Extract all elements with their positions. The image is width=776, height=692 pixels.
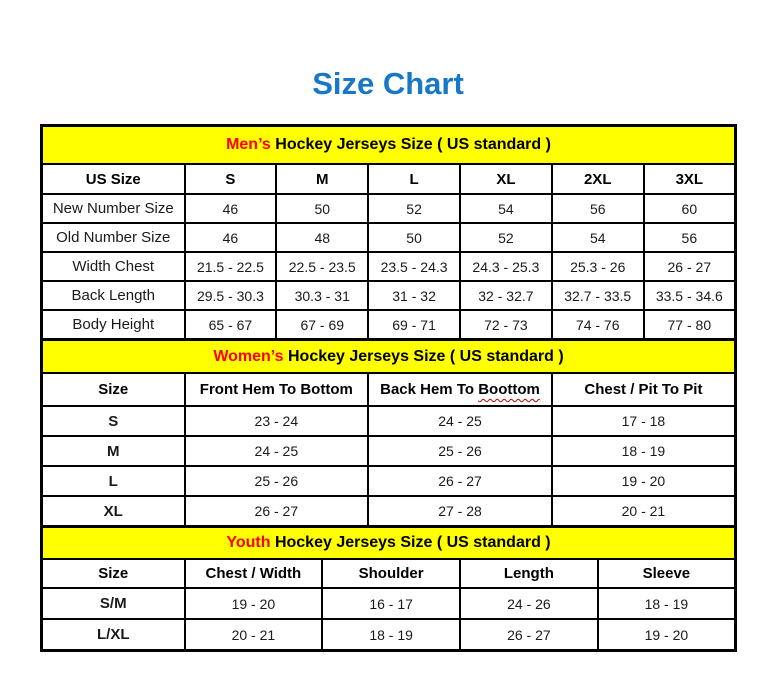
size-value: 27 - 28	[368, 496, 552, 527]
table-row	[42, 281, 736, 310]
size-value: 18 - 19	[322, 619, 460, 651]
size-value: 74 - 76	[552, 310, 644, 340]
row-label: M	[42, 436, 185, 466]
column-header-text: Back Hem To	[380, 381, 479, 398]
size-value: 26 - 27	[460, 619, 598, 651]
size-value: 25.3 - 26	[552, 252, 644, 281]
size-value: 77 - 80	[644, 310, 736, 340]
row-label: S	[42, 406, 185, 436]
size-value: 17 - 18	[552, 406, 736, 436]
table-row	[42, 496, 736, 527]
column-header-row	[42, 164, 736, 194]
size-value: 18 - 19	[598, 588, 736, 619]
column-header: 3XL	[644, 164, 736, 194]
mens-band-highlight: Men’s	[226, 136, 271, 153]
size-value: 26 - 27	[368, 466, 552, 496]
column-header: M	[276, 164, 368, 194]
size-value: 18 - 19	[552, 436, 736, 466]
column-header: 2XL	[552, 164, 644, 194]
mens-size-table	[40, 124, 737, 341]
row-label: New Number Size	[42, 194, 185, 223]
table-row	[42, 310, 736, 340]
mens-band-text: Hockey Jerseys Size ( US standard )	[270, 136, 551, 153]
womens-section-band	[42, 340, 736, 374]
size-value: 32 - 32.7	[460, 281, 552, 310]
column-header: S	[185, 164, 277, 194]
size-value: 22.5 - 23.5	[276, 252, 368, 281]
size-value: 31 - 32	[368, 281, 460, 310]
size-value: 29.5 - 30.3	[185, 281, 277, 310]
size-value: 24 - 25	[185, 436, 369, 466]
size-value: 33.5 - 34.6	[644, 281, 736, 310]
table-row	[42, 223, 736, 252]
size-value: 67 - 69	[276, 310, 368, 340]
column-header: Chest / Width	[185, 559, 323, 588]
size-value: 52	[368, 194, 460, 223]
size-value: 50	[276, 194, 368, 223]
size-value: 16 - 17	[322, 588, 460, 619]
section-band-row	[42, 340, 736, 374]
row-label: L/XL	[42, 619, 185, 651]
size-value: 24 - 25	[368, 406, 552, 436]
youth-band-highlight: Youth	[226, 534, 271, 551]
table-row	[42, 466, 736, 496]
table-row	[42, 194, 736, 223]
column-header: Length	[460, 559, 598, 588]
size-value: 25 - 26	[185, 466, 369, 496]
womens-band-text: Hockey Jerseys Size ( US standard )	[283, 347, 564, 365]
column-header-row	[42, 559, 736, 588]
size-value: 21.5 - 22.5	[185, 252, 277, 281]
column-header: Front Hem To Bottom	[185, 373, 369, 406]
column-header	[368, 373, 552, 406]
size-value: 56	[552, 194, 644, 223]
size-value: 52	[460, 223, 552, 252]
table-row	[42, 252, 736, 281]
size-value: 24.3 - 25.3	[460, 252, 552, 281]
table-row	[42, 436, 736, 466]
youth-size-table	[40, 525, 737, 652]
size-value: 60	[644, 194, 736, 223]
size-value: 32.7 - 33.5	[552, 281, 644, 310]
misspelled-word: Boottom	[478, 381, 540, 398]
size-value: 65 - 67	[185, 310, 277, 340]
column-header: XL	[460, 164, 552, 194]
size-value: 46	[185, 223, 277, 252]
column-header: Chest / Pit To Pit	[552, 373, 736, 406]
size-value: 25 - 26	[368, 436, 552, 466]
column-header: Size	[42, 373, 185, 406]
size-value: 54	[460, 194, 552, 223]
size-value: 20 - 21	[185, 619, 323, 651]
column-header: Shoulder	[322, 559, 460, 588]
row-label: S/M	[42, 588, 185, 619]
size-value: 24 - 26	[460, 588, 598, 619]
youth-section-band	[42, 527, 736, 560]
size-value: 23.5 - 24.3	[368, 252, 460, 281]
size-value: 50	[368, 223, 460, 252]
youth-band-text: Hockey Jerseys Size ( US standard )	[270, 534, 551, 551]
size-value: 19 - 20	[185, 588, 323, 619]
size-value: 20 - 21	[552, 496, 736, 527]
column-header: Size	[42, 559, 185, 588]
size-value: 54	[552, 223, 644, 252]
size-value: 19 - 20	[598, 619, 736, 651]
size-value: 69 - 71	[368, 310, 460, 340]
table-row	[42, 619, 736, 651]
table-row	[42, 406, 736, 436]
mens-section-band	[42, 126, 736, 165]
size-value: 56	[644, 223, 736, 252]
page-title: Size Chart	[312, 66, 464, 101]
column-header: Sleeve	[598, 559, 736, 588]
row-label: XL	[42, 496, 185, 527]
row-label: Old Number Size	[42, 223, 185, 252]
column-header: US Size	[42, 164, 185, 194]
womens-size-table	[40, 338, 737, 528]
section-band-row	[42, 126, 736, 165]
size-value: 72 - 73	[460, 310, 552, 340]
row-label: Width Chest	[42, 252, 185, 281]
column-header-row	[42, 373, 736, 406]
size-value: 30.3 - 31	[276, 281, 368, 310]
column-header: L	[368, 164, 460, 194]
womens-band-highlight: Women’s	[213, 347, 284, 365]
size-value: 26 - 27	[185, 496, 369, 527]
row-label: Back Length	[42, 281, 185, 310]
size-tables-container	[40, 124, 737, 652]
size-value: 19 - 20	[552, 466, 736, 496]
row-label: L	[42, 466, 185, 496]
size-value: 48	[276, 223, 368, 252]
row-label: Body Height	[42, 310, 185, 340]
table-row	[42, 588, 736, 619]
size-value: 23 - 24	[185, 406, 369, 436]
size-value: 26 - 27	[644, 252, 736, 281]
section-band-row	[42, 527, 736, 560]
size-value: 46	[185, 194, 277, 223]
